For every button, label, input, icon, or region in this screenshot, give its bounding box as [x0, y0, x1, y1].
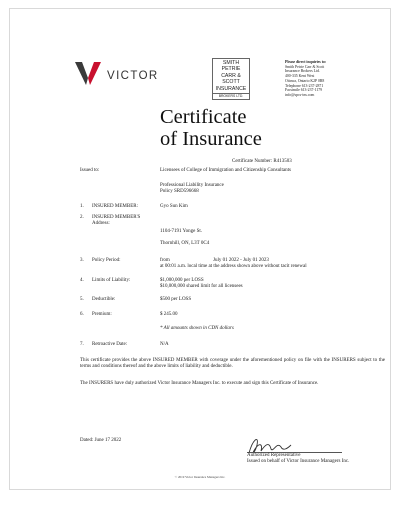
victor-logo-icon [73, 59, 103, 87]
document-title [160, 106, 262, 150]
certificate-page [9, 8, 391, 490]
broker-logo-line: SCOTT [222, 79, 240, 86]
contact-line: Ottawa, Ontario K2P 0R8 [285, 78, 325, 83]
item-number: 6. [80, 312, 84, 317]
limit-shared: $10,000,000 shared limit for all licensees [160, 284, 243, 289]
limits-label: Limits of Liability: [92, 278, 131, 283]
item-number: 5. [80, 297, 84, 302]
broker-logo-line: SMITH [222, 60, 240, 66]
premium-label: Premium: [92, 312, 112, 317]
address-label-2: Address: [92, 221, 110, 226]
address-line-2: Thornhill, ON, L3T 0C4 [160, 241, 210, 246]
item-number: 3. [80, 258, 84, 263]
contact-title: Please direct inquiries to: [285, 60, 327, 64]
policy-type: Professional Liability Insurance [160, 183, 224, 188]
item-number: 2. [80, 215, 84, 220]
insured-member-value: Gyo Sun Kim [160, 204, 188, 209]
item-number: 7. [80, 342, 84, 347]
premium-value: $ 245.00 [160, 312, 178, 317]
currency-note: * All amounts shown in CDN dollars [160, 326, 234, 331]
title-line-2: of Insurance [160, 128, 262, 150]
contact-line: Facsimile 613-237-1179 [285, 88, 323, 93]
coverage-paragraph: This certificate provides the above INSURED MEMBER with coverage under the aforementioned policy on file with the INSURERS subject to the terms and conditions thereof and the above limits of liability and deductible. [80, 358, 385, 370]
dated: Dated: June 17 2022 [80, 438, 122, 443]
address-line-1: 1104-7191 Yonge St. [160, 229, 203, 234]
deductible-value: $500 per LOSS [160, 297, 192, 302]
broker-logo-line: INSURANCE [215, 85, 247, 92]
broker-logo-subline: BROKERS LTD. [213, 93, 249, 98]
insured-member-label: INSURED MEMBER: [92, 204, 138, 209]
issued-to-label: Issued to: [80, 168, 100, 173]
item-number: 4. [80, 278, 84, 283]
policy-period-label: Policy Period: [92, 258, 121, 263]
retroactive-value: N/A [160, 342, 169, 347]
policy-number: Policy SRD596668 [160, 189, 199, 194]
signature-title: Authorized Representative [247, 453, 301, 458]
signature-issuer: Issued on behalf of Victor Insurance Managers Inc. [247, 459, 350, 464]
contact-line: 400-335 Kent West [285, 74, 315, 79]
broker-logo-line: CARR & [221, 72, 241, 79]
footer-copyright: © 2019 Victor Insurance Managers Inc. [174, 475, 226, 479]
broker-logo [212, 58, 250, 100]
contact-line: Telephone 613-237-2871 [285, 83, 324, 88]
contact-email[interactable]: info@spcs-ins.com [285, 92, 315, 97]
contact-line: Smith Petrie Carr & Scott [285, 64, 325, 69]
limit-per-loss: $1,000,000 per LOSS [160, 278, 204, 283]
deductible-label: Deductible: [92, 297, 116, 302]
policy-period-from: from [160, 258, 170, 263]
policy-period-dates: July 01 2022 - July 01 2023 [213, 258, 269, 263]
contact-line: Insurance Brokers Ltd. [285, 69, 320, 74]
certificate-number: Certificate Number: R413503 [232, 159, 292, 164]
title-line-1: Certificate [160, 106, 247, 128]
issued-to-value: Licensees of College of Immigration and Citizenship Consultants [160, 168, 291, 173]
retroactive-label: Retroactive Date: [92, 342, 128, 347]
address-label: INSURED MEMBER'S [92, 215, 141, 220]
policy-period-detail: at 00:01 a.m. local time at the address shown above without tacit renewal [160, 264, 307, 269]
authorization-paragraph: The INSURERS have duly authorized Victor Insurance Managers Inc. to execute and sign this Certificate of Insurance. [80, 381, 319, 386]
contact-block [285, 60, 385, 98]
brand-name: VICTOR [107, 70, 159, 82]
broker-logo-line: PETRIE [221, 66, 241, 73]
item-number: 1. [80, 204, 84, 209]
